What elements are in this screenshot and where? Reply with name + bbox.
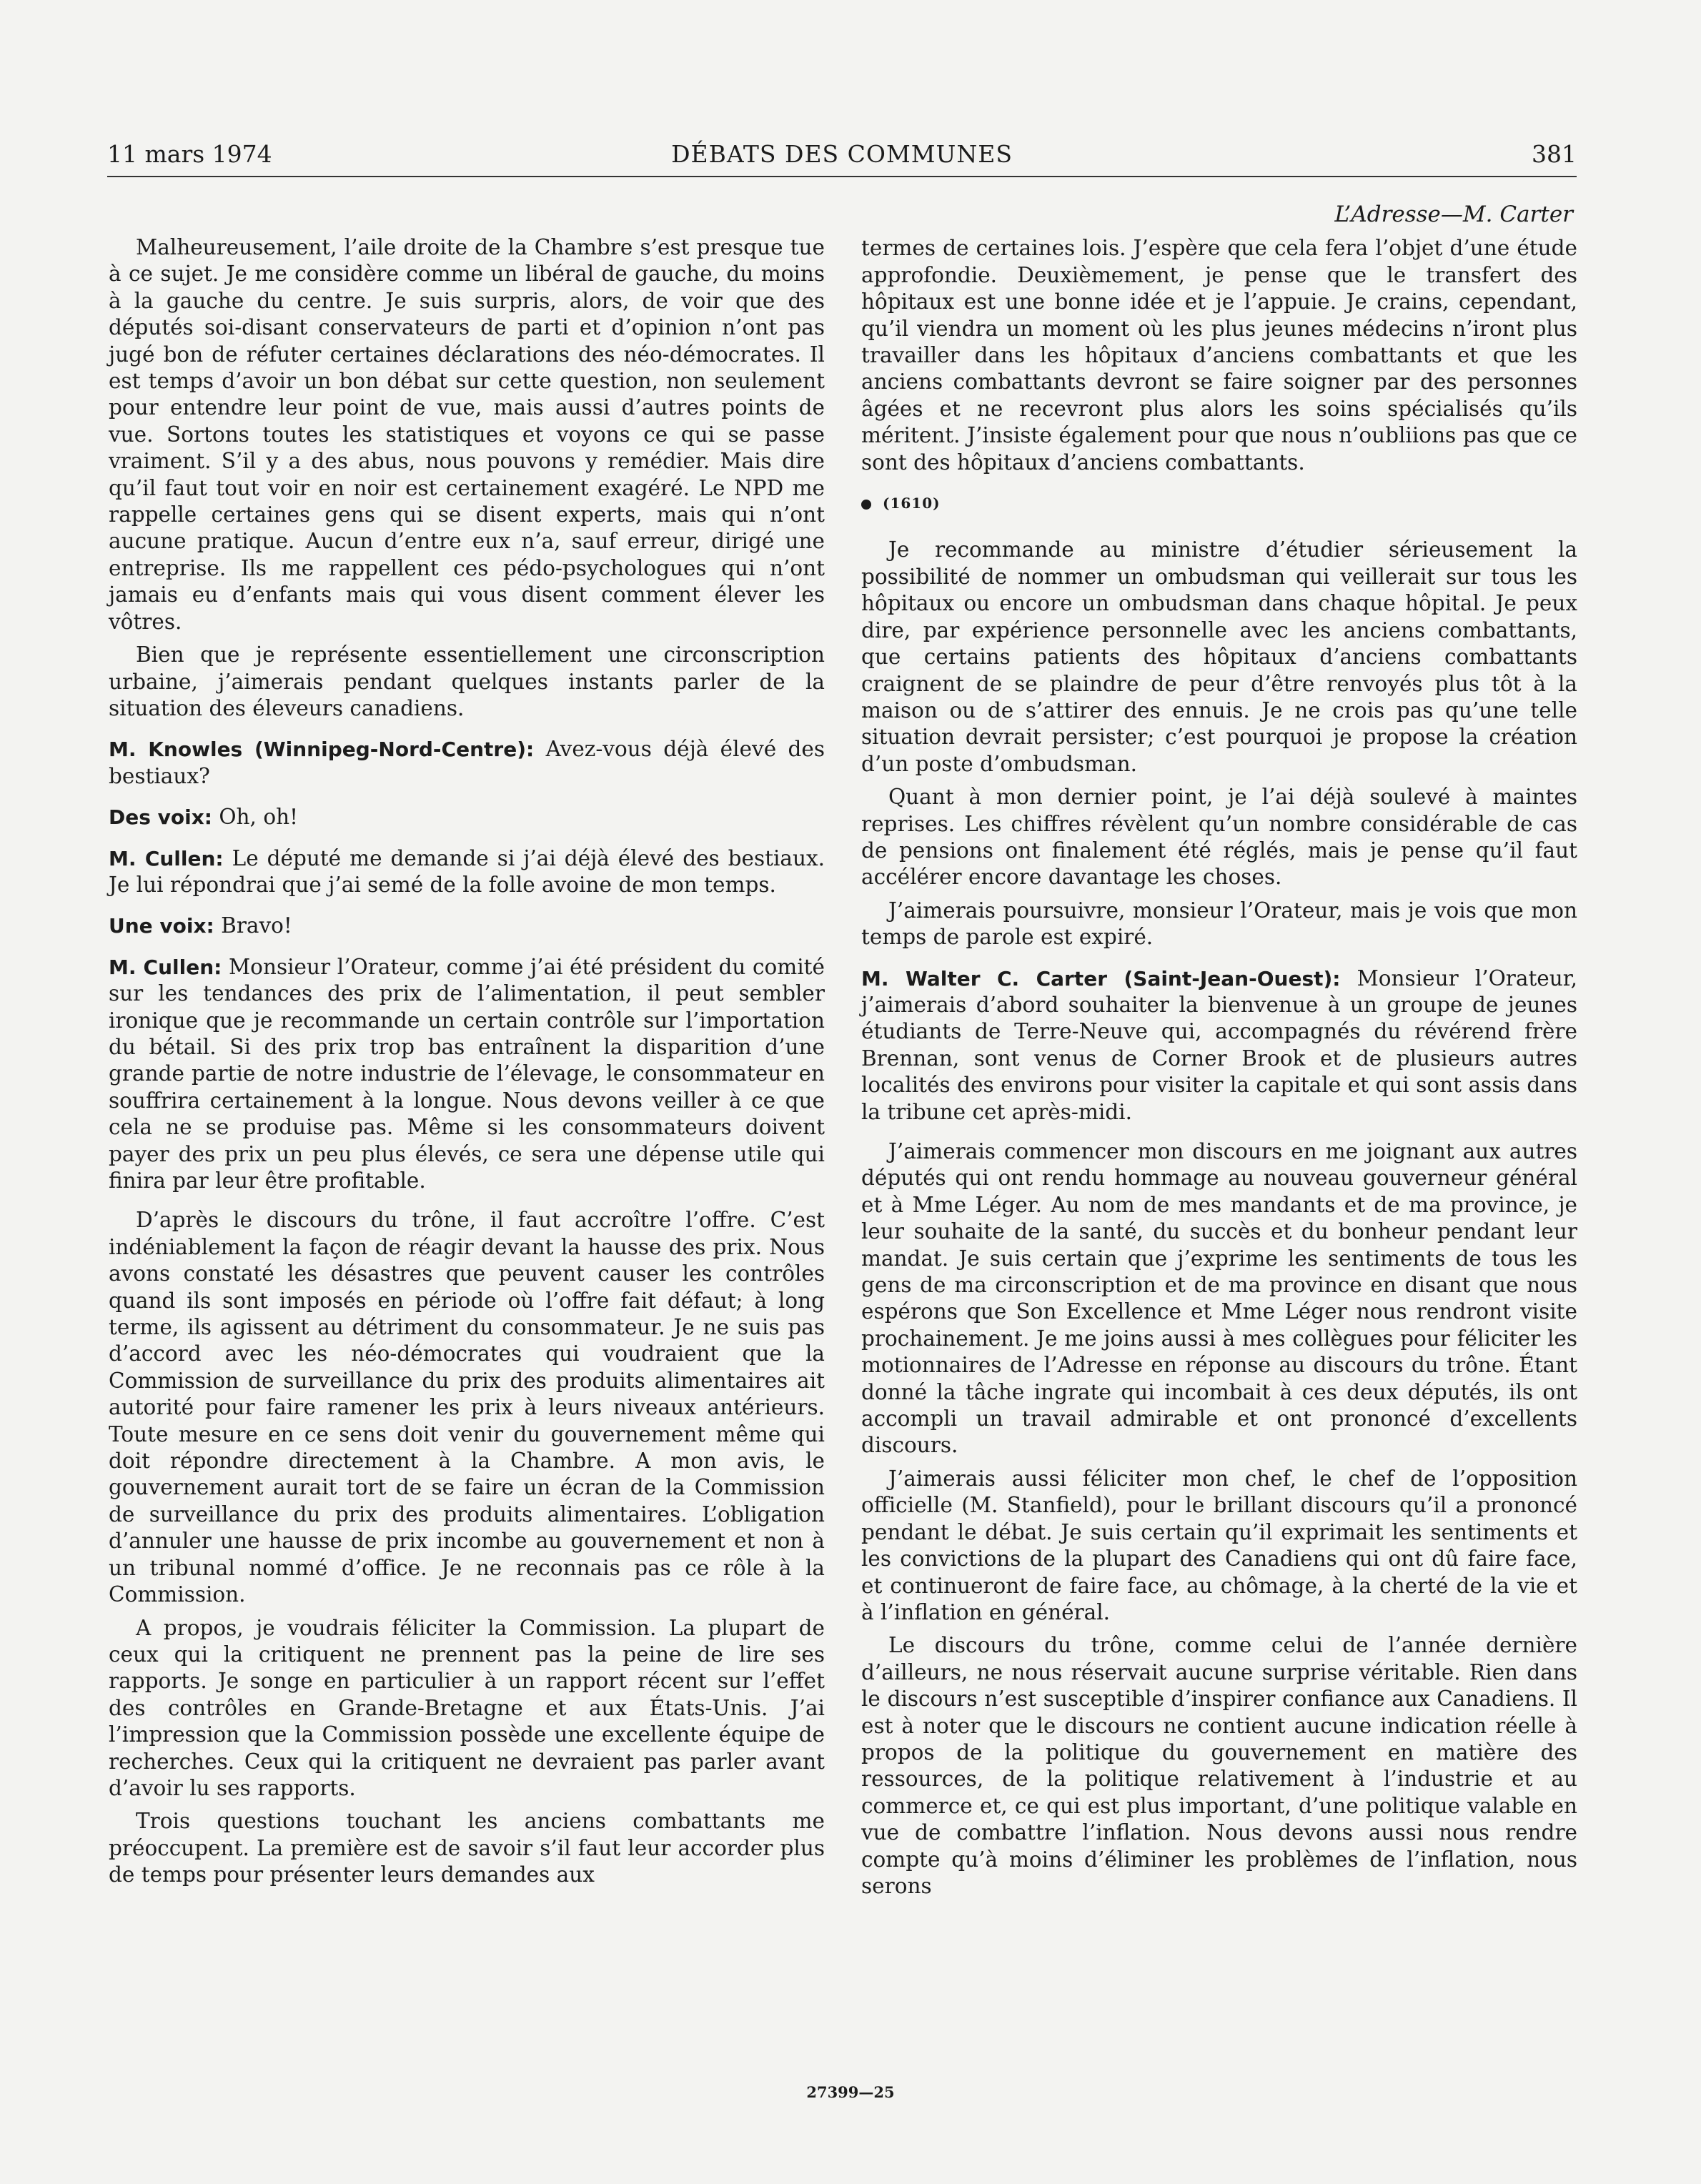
paragraph: Je recommande au ministre d’étudier sérieusement la possibilité de nommer un ombudsman qui veillerait sur tous les hôpitaux ou encore un ombudsman dans chaque hôpital. Je peux dire, par expérience personnelle avec les anciens combattants, que certains patients des hôpitaux d’anciens combattants craignent de se plaindre de peur d’être renvoyés plus tôt à la maison ou de s’attirer des ennuis. Je ne crois pas qu’une telle situation devrait persister; c’est pourquoi je propose la création d’un poste d’ombudsman.: [861, 537, 1577, 776]
right-column-body: [861, 235, 1577, 1900]
time-marker: [861, 490, 1577, 517]
speaker-paragraph: [109, 804, 825, 830]
paragraph: Quant à mon dernier point, je l’ai déjà soulevé à maintes reprises. Les chiffres révèlent qu’un nombre considérable de cas de pensions ont finalement été réglés, mais je pense qu’il faut accélérer encore davantage les choses.: [861, 785, 1577, 890]
speaker-name: M. Walter C. Carter (Saint-Jean-Ouest):: [861, 966, 1341, 991]
page-header: [107, 140, 1577, 177]
speaker-paragraph: [861, 966, 1577, 1126]
continued-paragraph: termes de certaines lois. J’espère que cela fera l’objet d’une étude approfondie. Deuxièmement, je pense que le transfert des hôpitaux est une bonne idée et je l’appuie. Je crains, cependant, qu’il viendra un moment où les plus jeunes médecins n’iront plus travailler dans les hôpitaux d’anciens combattants et que les anciens combattants devront se faire soigner par des personnes âgées et ne recevront plus alors les soins spécialisés qu’ils méritent. J’insiste également pour que nous n’oubliions pas que ce sont des hôpitaux d’anciens combattants.: [861, 236, 1577, 475]
speech-text: Bravo!: [214, 913, 292, 938]
speech-text: Avez-vous déjà élevé des bestiaux?: [109, 737, 825, 788]
header-date: 11 mars 1974: [107, 140, 272, 168]
page-footer: 27399—25: [806, 2083, 895, 2101]
running-head: L’Adresse—M. Carter: [1334, 202, 1573, 227]
speaker-paragraph: [109, 845, 825, 899]
time-marker-text: (1610): [883, 495, 941, 512]
paragraph: Malheureusement, l’aile droite de la Chambre s’est presque tue à ce sujet. Je me considère comme un libéral de gauche, du moins à la gauche du centre. Je suis surpris, alors, de voir que des députés soi-disant conservateurs de parti et d’opinion n’ont pas jugé bon de réfuter certaines déclarations des néo-démocrates. Il est temps d’avoir un bon débat sur cette question, non seulement pour entendre leur point de vue, mais aussi d’autres points de vue. Sortons toutes les statistiques et voyons ce qui se passe vraiment. S’il y a des abus, nous pouvons y remédier. Mais dire qu’il faut tout voir en noir est certainement exagéré. Le NPD me rappelle certaines gens qui se disent experts, mais qui n’ont aucune pratique. Aucun d’entre eux n’a, sauf erreur, dirigé une entreprise. Ils me rappellent ces pédo-psychologues qui n’ont jamais eu d’enfants mais qui vous disent comment élever les vôtres.: [109, 235, 825, 634]
paragraph: J’aimerais poursuivre, monsieur l’Orateur, mais je vois que mon temps de parole est expiré.: [861, 898, 1577, 950]
paragraph: J’aimerais aussi féliciter mon chef, le chef de l’opposition officielle (M. Stanfield), pour le brillant discours qu’il a prononcé pendant le débat. Je suis certain qu’il exprimait les sentiments et les convictions de la plupart des Canadiens qui ont dû faire face, et continueront de faire face, au chômage, à la cherté de la vie et à l’inflation en général.: [861, 1466, 1577, 1624]
speaker-name: M. Cullen:: [109, 955, 222, 979]
speech-text: Monsieur l’Orateur, j’aimerais d’abord souhaiter la bienvenue à un groupe de jeunes étudiants de Terre-Neuve qui, accompagnés du révérend frère Brennan, sont venus de Corner Brook et de plusieurs autres localités des environs pour visiter la capitale et qui sont assis dans la tribune cet après-midi.: [861, 966, 1578, 1124]
bullet-icon: [861, 500, 871, 510]
speaker-name: M. Cullen:: [109, 846, 224, 870]
header-title: DÉBATS DES COMMUNES: [671, 140, 1013, 168]
header-page-number: 381: [1532, 140, 1577, 168]
paragraph: A propos, je voudrais féliciter la Commission. La plupart de ceux qui la critiquent ne prennent pas la peine de lire ses rapports. Je songe en particulier à un rapport récent sur l’effet des contrôles en Grande-Bretagne et aux États-Unis. J’ai l’impression que la Commission possède une excellente équipe de recherches. Ceux qui la critiquent ne devraient pas parler avant d’avoir lu ses rapports.: [109, 1615, 825, 1800]
speaker-name: Une voix:: [109, 914, 214, 938]
paragraph: J’aimerais commencer mon discours en me joignant aux autres députés qui ont rendu hommage au nouveau gouverneur général et à Mme Léger. Au nom de mes mandants et de ma province, je leur souhaite de la santé, du succès et du bonheur pendant leur mandat. Je suis certain que j’exprime les sentiments de tous les gens de ma circonscription et de ma province en disant que nous espérons que Son Excellence et Mme Léger nous rendront visite prochainement. Je me joins aussi à mes collègues pour féliciter les motionnaires de l’Adresse en réponse au discours du trône. Étant donné la tâche ingrate qui incombait à ces deux députés, ils ont accompli un travail admirable et ont prononcé d’excellents discours.: [861, 1139, 1577, 1458]
speaker-name: Des voix:: [109, 805, 212, 830]
paragraph: D’après le discours du trône, il faut accroître l’offre. C’est indéniablement la façon de réagir devant la hausse des prix. Nous avons constaté les désastres que peuvent causer les contrôles quand ils sont imposés en période où l’offre fait défaut; à long terme, ils agissent au détriment du consommateur. Je ne suis pas d’accord avec les néo-démocrates qui voudraient que la Commission de surveillance du prix des produits alimentaires ait autorité pour faire ramener les prix à leurs niveaux antérieurs. Toute mesure en ce sens doit venir du gouvernement même qui doit répondre directement à la Chambre. A mon avis, le gouvernement aurait tort de se faire un écran de la Commission de surveillance du prix des produits alimentaires. L’obligation d’annuler une hausse de prix incombe au gouvernement et non à un tribunal nommé d’office. Je ne reconnais pas ce rôle à la Commission.: [109, 1208, 825, 1607]
speech-text: Oh, oh!: [212, 805, 298, 830]
left-column: [109, 234, 825, 1895]
speaker-paragraph: [109, 736, 825, 790]
speech-text: Le député me demande si j’ai déjà élevé des bestiaux. Je lui répondrai que j’ai semé de la folle avoine de mon temps.: [109, 845, 825, 897]
speaker-paragraph: [109, 954, 825, 1195]
speech-text: Monsieur l’Orateur, comme j’ai été président du comité sur les tendances des prix de l’alimentation, il peut sembler ironique que je recommande un certain contrôle sur l’importation du bétail. Si des prix trop bas entraînent la disparition d’une grande partie de notre industrie de l’élevage, le consommateur en souffrira certainement à la longue. Nous devons veiller à ce que cela ne se produise pas. Même si les consommateurs doivent payer des prix un peu plus élevés, ce sera une dépense utile qui finira par leur être profitable.: [109, 954, 825, 1193]
speaker-paragraph: [109, 913, 825, 939]
paragraph: Bien que je représente essentiellement une circonscription urbaine, j’aimerais pendant quelques instants parler de la situation des éleveurs canadiens.: [109, 642, 825, 720]
right-column: [861, 202, 1577, 1906]
paragraph: Le discours du trône, comme celui de l’année dernière d’ailleurs, ne nous réservait aucune surprise véritable. Rien dans le discours n’est susceptible d’inspirer confiance aux Canadiens. Il est à noter que le discours ne contient aucune indication réelle à propos de la politique du gouvernement en matière des ressources, de la politique relativement à l’industrie et au commerce et, ce qui est plus important, d’une politique valable en vue de combattre l’inflation. Nous devons aussi nous rendre compte qu’à moins d’éliminer les problèmes de l’inflation, nous serons: [861, 1633, 1577, 1898]
speaker-name: M. Knowles (Winnipeg-Nord-Centre):: [109, 738, 535, 762]
paragraph: Trois questions touchant les anciens combattants me préoccupent. La première est de savoir s’il faut leur accorder plus de temps pour présenter leurs demandes aux: [109, 1809, 825, 1887]
